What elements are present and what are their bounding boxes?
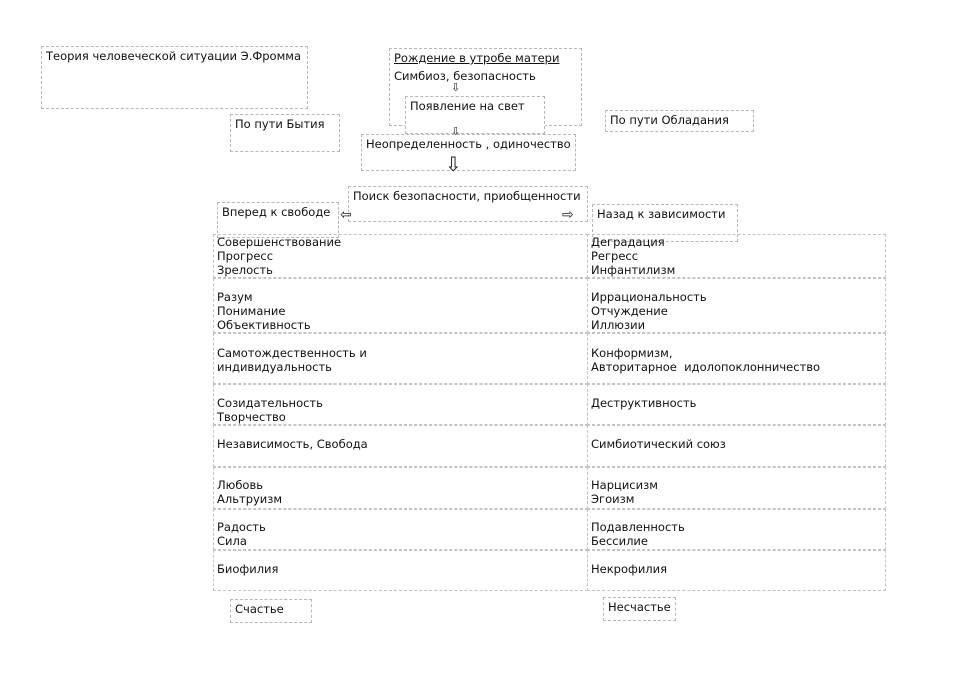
backward-box: Назад к зависимости [592, 204, 738, 242]
cell-line: Любовь [217, 478, 264, 492]
cell-line: Симбиотический союз [591, 437, 726, 451]
cell-line: Деградация [591, 235, 665, 249]
cell-line: Эгоизм [591, 492, 635, 506]
table-cell-right [587, 384, 886, 425]
cell-line: Бессилие [591, 534, 648, 548]
cell-line: Радость [217, 520, 266, 534]
table-cell-right [587, 234, 886, 278]
path-being: По пути Бытия [230, 114, 340, 152]
cell-line: Подавленность [591, 520, 685, 534]
table-cell-left [213, 467, 588, 509]
cell-line: Зрелость [217, 263, 273, 277]
unhappiness-box: Несчастье [603, 597, 676, 621]
cell-line: Некрофилия [591, 562, 668, 576]
symbiosis-label: Симбиоз, безопасность [394, 69, 536, 83]
cell-line: Иллюзии [591, 318, 646, 332]
cell-line: Альтруизм [217, 492, 283, 506]
diagram-title: Теория человеческой ситуации Э.Фромма [41, 46, 308, 109]
down-arrow-icon: ⇩ [451, 125, 461, 138]
big-down-arrow-icon: ⇩ [445, 152, 462, 176]
cell-line: Независимость, Свобода [217, 437, 368, 451]
cell-line: индивидуальность [217, 360, 332, 374]
womb-label: Рождение в утробе матери [394, 51, 560, 65]
cell-line: Объективность [217, 318, 311, 332]
cell-line: Творчество [217, 410, 286, 424]
table-cell-left [213, 234, 588, 278]
left-arrow-icon: ⇦ [340, 207, 352, 223]
cell-line: Понимание [217, 304, 286, 318]
cell-line: Прогресс [217, 249, 274, 263]
cell-line: Авторитарное идолопоклонничество [591, 360, 821, 374]
cell-line: Конформизм, [591, 346, 673, 360]
cell-line: Разум [217, 290, 253, 304]
birth-box: Появление на свет [405, 96, 545, 134]
table-cell-left [213, 333, 588, 384]
cell-line: Регресс [591, 249, 639, 263]
table-cell-left [213, 384, 588, 425]
table-cell-right [587, 425, 886, 467]
table-cell-right [587, 333, 886, 384]
table-cell-left [213, 278, 588, 333]
cell-line: Отчуждение [591, 304, 668, 318]
table-cell-left [213, 550, 588, 591]
table-cell-right [587, 550, 886, 591]
table-cell-right [587, 467, 886, 509]
cell-line: Биофилия [217, 562, 279, 576]
right-arrow-icon: ⇨ [562, 207, 574, 223]
cell-line: Инфантилизм [591, 263, 676, 277]
table-cell-right [587, 278, 886, 333]
happiness-box: Счастье [230, 599, 312, 623]
cell-line: Иррациональность [591, 290, 707, 304]
table-cell-right [587, 509, 886, 550]
path-having: По пути Обладания [605, 110, 754, 132]
uncertainty-box: Неопределенность , одиночество [361, 134, 576, 171]
table-cell-left [213, 425, 588, 467]
down-arrow-icon: ⇩ [451, 81, 461, 94]
table-cell-left [213, 509, 588, 550]
cell-line: Самотождественность и [217, 346, 367, 360]
cell-line: Деструктивность [591, 396, 697, 410]
forward-box: Вперед к свободе [217, 202, 339, 238]
search-box: Поиск безопасности, приобщенности [348, 186, 588, 222]
cell-line: Созидательность [217, 396, 323, 410]
cell-line: Совершенствование [217, 235, 342, 249]
cell-line: Нарцисизм [591, 478, 658, 492]
cell-line: Сила [217, 534, 247, 548]
